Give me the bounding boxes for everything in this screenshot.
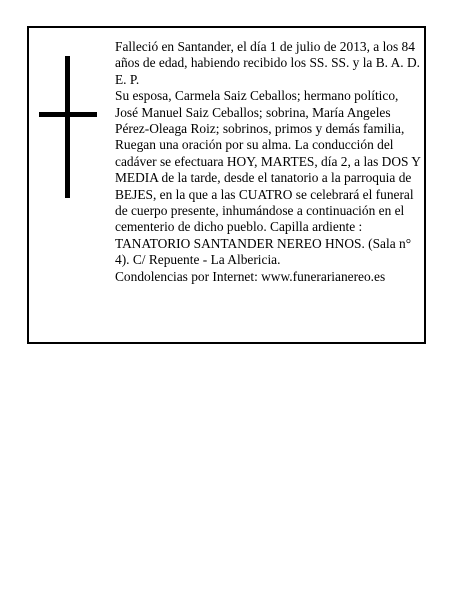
death-announcement-paragraph: Falleció en Santander, el día 1 de julio de 2013, a los 84 años de edad, habiendo recibido los SS. SS. y la B. A. D. E. P. [115,39,420,87]
family-and-funeral-paragraph: Su esposa, Carmela Saiz Ceballos; hermano político, José Manuel Saiz Ceballos; sobrina, María Angeles Pérez-Oleaga Roiz; sobrinos, primos y demás familia, Ruegan una oración por su alma. La conducción del cadáver se efectuara HOY, MARTES, día 2, a las DOS Y MEDIA de la tarde, desde el tanatorio a la parroquia de BEJES, en la que a las CUATRO se celebrará el funeral de cuerpo presente, inhumándose a continuación en el cementerio de dicho pueblo. Capilla ardiente : TANATORIO SANTANDER NEREO HNOS. (Sala n° 4). C/ Repuente - La Albericia. [115,88,421,268]
condolences-paragraph: Condolencias por Internet: www.funerarianereo.es [115,268,386,284]
obituary-text [115,39,423,285]
latin-cross-icon [39,56,97,198]
cross-vertical-bar [65,56,70,198]
obituary-notice [27,26,426,344]
cross-horizontal-bar [39,112,97,117]
